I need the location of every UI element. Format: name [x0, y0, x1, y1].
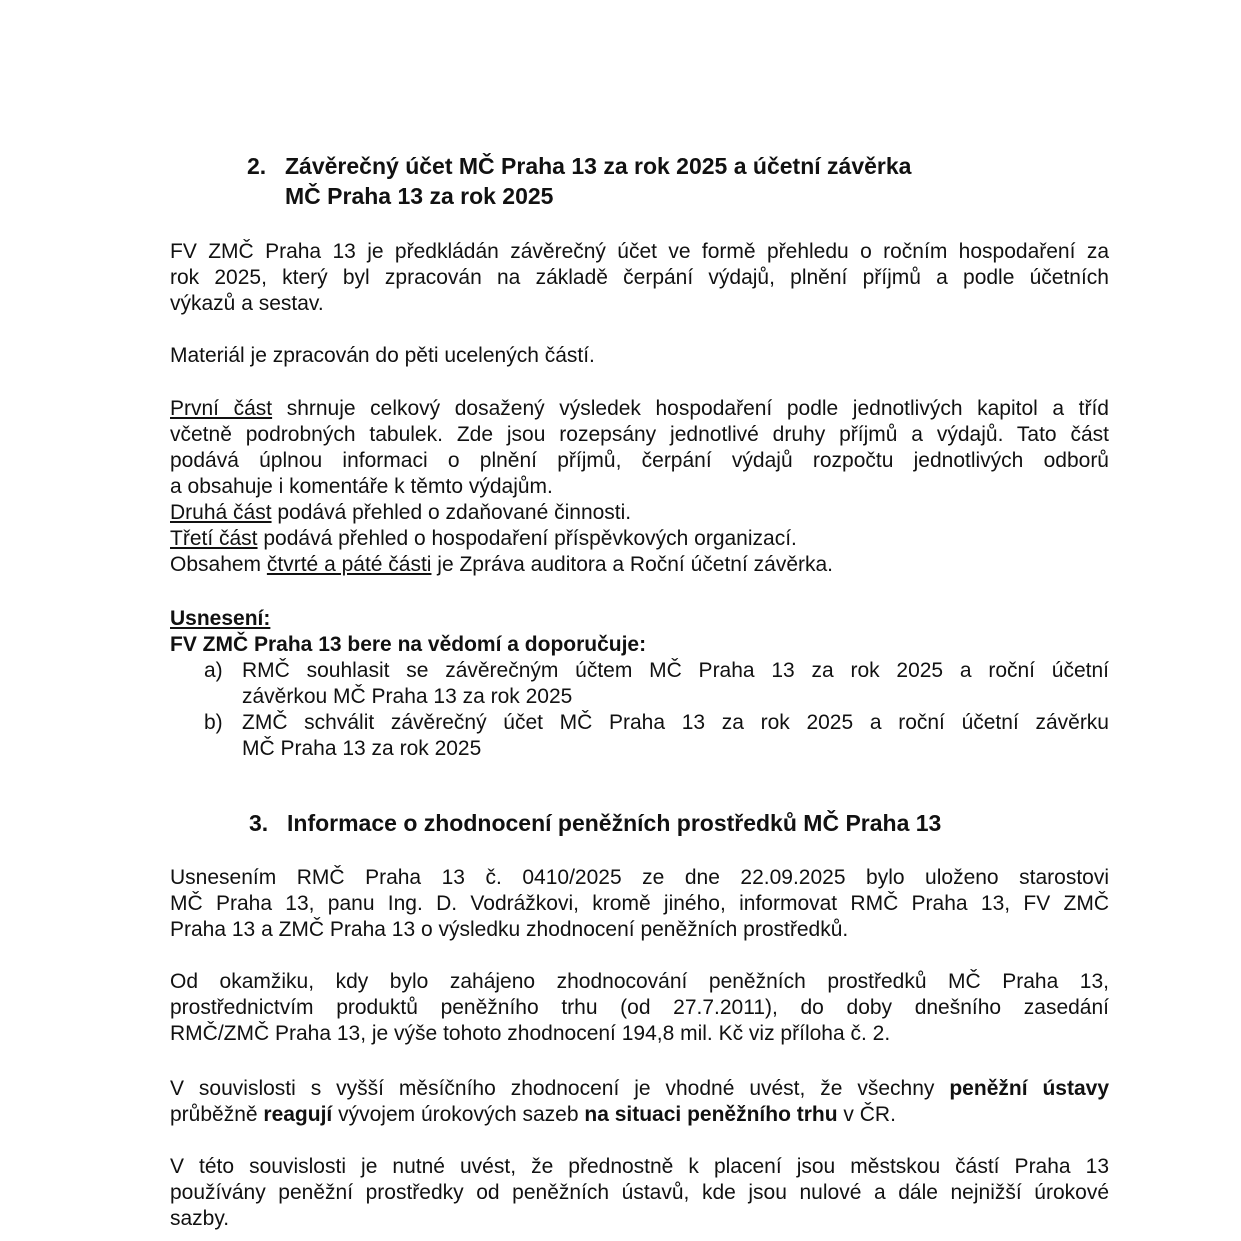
material-paragraph: [170, 343, 1109, 369]
s3-p3-line-2: [170, 1102, 1109, 1128]
s3-p3-text: vývojem úrokových sazeb: [332, 1103, 585, 1126]
part45-line: [170, 552, 1109, 578]
s3-p3-bold: na situaci peněžního trhu: [584, 1103, 838, 1126]
list-item: [204, 658, 1109, 710]
s3-p2-line-3: RMČ/ZMČ Praha 13, je výše tohoto zhodnocení 194,8 mil. Kč viz příloha č. 2.: [170, 1022, 891, 1045]
intro-paragraph: [170, 239, 1109, 317]
s3-p4-line-2: používány peněžní prostředky od peněžních ústavů, kde jsou nulové a dále nejnižší úrokové: [170, 1181, 1109, 1204]
part45-rest: je Zpráva auditora a Roční účetní závěrka.: [431, 553, 834, 576]
s3-paragraph-4: [170, 1154, 1109, 1232]
s3-p3-text: V souvislosti s vyšší měsíčního zhodnocení je vhodné uvést, že všechny: [170, 1077, 950, 1100]
section-3-heading: [249, 808, 941, 838]
list-marker-b: b): [204, 711, 223, 734]
s3-p3-bold: reagují: [263, 1103, 333, 1126]
s3-p3-line-1: [170, 1076, 1109, 1102]
item-a-line-1: RMČ souhlasit se závěrečným účtem MČ Praha 13 za rok 2025 a roční účetní: [242, 659, 1109, 682]
part1-line-4: a obsahuje i komentáře k těmto výdajům.: [170, 475, 553, 498]
section-3-title: Informace o zhodnocení peněžních prostředků MČ Praha 13: [287, 810, 942, 836]
part2-label: Druhá část: [170, 501, 272, 524]
intro-line-2: rok 2025, který byl zpracován na základě čerpání výdajů, plnění příjmů a podle účetních: [170, 266, 1109, 289]
resolution-block: [170, 606, 1109, 658]
s3-p3-bold: peněžní ústavy: [949, 1077, 1109, 1100]
part45-label: čtvrté a páté části: [266, 553, 432, 576]
part1-line-1: [170, 396, 1109, 422]
s3-p3-text: v ČR.: [837, 1103, 896, 1126]
s3-p2-line-1: Od okamžiku, kdy bylo zahájeno zhodnocování peněžních prostředků MČ Praha 13,: [170, 970, 1109, 993]
section-2-title-line2: MČ Praha 13 za rok 2025: [285, 183, 554, 209]
part1-line-3: podává úplnou informaci o plnění příjmů, čerpání výdajů rozpočtu jednotlivých odborů: [170, 449, 1109, 472]
item-b-line-2: MČ Praha 13 za rok 2025: [242, 737, 482, 760]
s3-p4-line-3: sazby.: [170, 1207, 230, 1230]
material-text: Materiál je zpracován do pěti ucelených částí.: [170, 344, 595, 367]
intro-line-1: FV ZMČ Praha 13 je předkládán závěrečný účet ve formě přehledu o ročním hospodaření za: [170, 240, 1109, 263]
section-2-heading: [247, 151, 911, 181]
section-2-number: 2.: [247, 153, 267, 179]
s3-p1-line-1: Usnesením RMČ Praha 13 č. 0410/2025 ze dne 22.09.2025 bylo uloženo starostovi: [170, 866, 1109, 889]
s3-p1-line-2: MČ Praha 13, panu Ing. D. Vodrážkovi, kromě jiného, informovat RMČ Praha 13, FV ZMČ: [170, 892, 1109, 915]
part45-prefix: Obsahem: [170, 553, 267, 576]
list-item: [204, 710, 1109, 762]
part3-label: Třetí část: [170, 527, 258, 550]
section-2-title-line1: Závěrečný účet MČ Praha 13 za rok 2025 a účetní závěrka: [285, 153, 912, 179]
s3-p2-line-2: prostřednictvím produktů peněžního trhu (od 27.7.2011), do doby dnešního zasedání: [170, 996, 1109, 1019]
s3-paragraph-3: [170, 1076, 1109, 1128]
part3-rest: podává přehled o hospodaření příspěvkových organizací.: [257, 527, 797, 550]
part1-line-2: včetně podrobných tabulek. Zde jsou rozepsány jednotlivé druhy příjmů a výdajů. Tato část: [170, 423, 1109, 446]
s3-paragraph-1: [170, 865, 1109, 943]
part3-line: [170, 526, 1109, 552]
intro-line-3: výkazů a sestav.: [170, 292, 324, 315]
list-marker-a: a): [204, 659, 223, 682]
resolution-list: [204, 658, 1109, 762]
item-a-line-2: závěrkou MČ Praha 13 za rok 2025: [242, 685, 573, 708]
s3-p4-line-1: V této souvislosti je nutné uvést, že přednostně k placení jsou městskou částí Praha 13: [170, 1155, 1109, 1178]
section-3-number: 3.: [249, 810, 269, 836]
resolution-intro: FV ZMČ Praha 13 bere na vědomí a doporučuje:: [170, 633, 647, 656]
resolution-label: Usnesení:: [170, 607, 271, 630]
part2-line: [170, 500, 1109, 526]
s3-p1-line-3: Praha 13 a ZMČ Praha 13 o výsledku zhodnocení peněžních prostředků.: [170, 918, 849, 941]
part1-line1-rest: shrnuje celkový dosažený výsledek hospodaření podle jednotlivých kapitol a tříd: [272, 397, 1109, 420]
s3-paragraph-2: [170, 969, 1109, 1047]
part1-label: První část: [170, 397, 273, 420]
parts-paragraph: [170, 396, 1109, 578]
part2-rest: podává přehled o zdaňované činnosti.: [271, 501, 632, 524]
section-2-heading-line2: [285, 181, 553, 211]
item-b-line-1: ZMČ schválit závěrečný účet MČ Praha 13 za rok 2025 a roční účetní závěrku: [242, 711, 1109, 734]
s3-p3-text: průběžně: [170, 1103, 264, 1126]
